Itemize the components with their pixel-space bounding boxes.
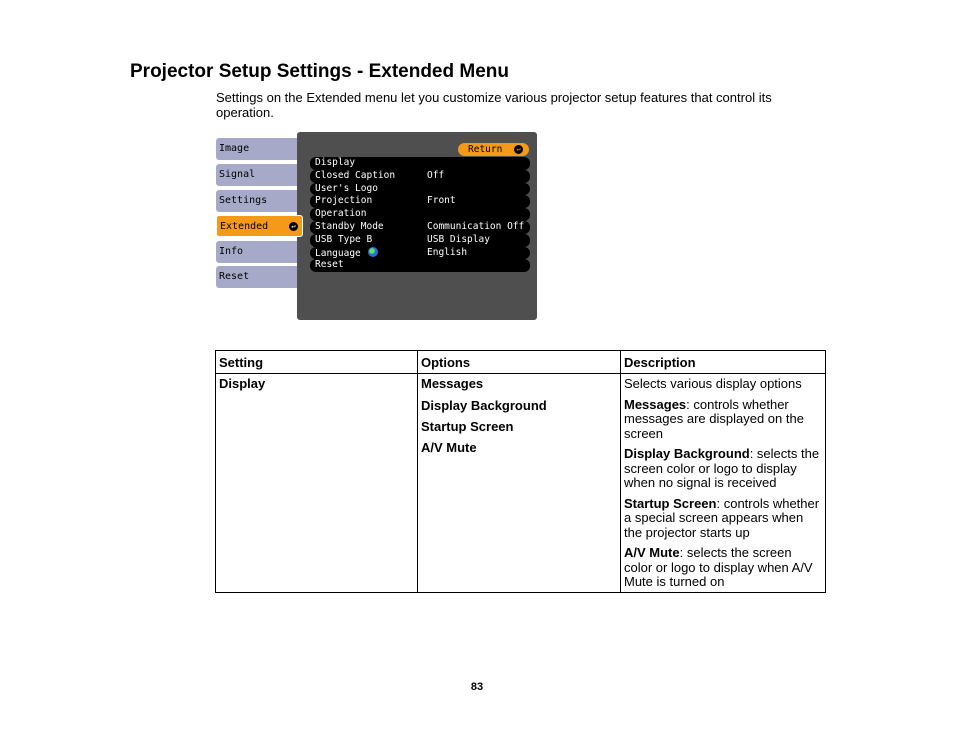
menu-item-value: Communication Off: [427, 220, 525, 232]
menu-item-value: English: [427, 246, 468, 258]
description-item: A/V Mute: selects the screen color or logo to display when A/V Mute is turned on: [624, 545, 813, 589]
menu-tab-info: Info: [216, 241, 300, 263]
globe-icon: [368, 247, 378, 257]
menu-tab-image: Image: [216, 138, 300, 160]
enter-icon: ↵: [289, 222, 298, 231]
option-item: A/V Mute: [421, 440, 477, 455]
setting-cell: [216, 374, 418, 593]
header-description: Description: [621, 351, 826, 374]
projector-menu-screenshot: [214, 130, 538, 322]
option-item: Messages: [421, 376, 484, 391]
option-item: Display Background: [421, 398, 547, 413]
menu-item: [310, 259, 530, 272]
menu-item: [310, 221, 530, 234]
description-item: Messages: controls whether messages are displayed on the screen: [624, 396, 804, 441]
description-intro: Selects various display options: [624, 376, 802, 391]
menu-tab-extended: Extended ↵: [216, 215, 303, 237]
table-header-row: [216, 351, 826, 374]
menu-item-name: Display: [315, 157, 356, 168]
return-label: Return: [468, 144, 503, 155]
menu-item: [310, 234, 530, 247]
menu-item-name: Standby Mode: [315, 220, 384, 232]
menu-item-value: Off: [427, 169, 445, 181]
menu-item: [310, 195, 530, 208]
enter-icon: ↵: [514, 145, 523, 154]
setting-name: Display: [219, 376, 266, 391]
table-row: [216, 374, 826, 593]
settings-table: [215, 350, 826, 593]
page-number: 83: [470, 681, 484, 693]
menu-item: [310, 247, 530, 260]
menu-item-name: USB Type B: [315, 233, 373, 245]
page-title: Projector Setup Settings - Extended Menu: [130, 61, 509, 82]
menu-item-value: USB Display: [427, 233, 490, 245]
menu-items: [310, 157, 530, 272]
description-item: Display Background: selects the screen color or logo to display when no signal is received: [624, 446, 820, 490]
menu-item-name: Projection: [315, 195, 373, 207]
intro-paragraph: Settings on the Extended menu let you customize various projector setup features that control its operation.: [216, 90, 772, 120]
header-setting: Setting: [216, 351, 418, 374]
header-options: Options: [418, 351, 621, 374]
menu-item-name: Language: [315, 247, 378, 261]
menu-item: [310, 183, 530, 196]
menu-tab-reset: Reset: [216, 266, 300, 288]
description-cell: [621, 374, 826, 593]
menu-item: [310, 170, 530, 183]
return-button: [458, 143, 529, 156]
menu-item-name: Closed Caption: [315, 169, 396, 181]
menu-panel: [297, 132, 537, 320]
menu-item: [310, 157, 530, 170]
options-cell: [418, 374, 621, 593]
option-item: Startup Screen: [421, 419, 514, 434]
menu-tab-settings: Settings: [216, 190, 300, 212]
menu-item: [310, 208, 530, 221]
description-item: Startup Screen: controls whether a special screen appears when the projector starts up: [624, 495, 820, 540]
menu-item-name: Operation: [315, 208, 367, 220]
menu-item-value: Front: [427, 195, 456, 207]
menu-item-name: Reset: [315, 259, 344, 271]
menu-item-name: User's Logo: [315, 182, 378, 194]
menu-tab-signal: Signal: [216, 164, 300, 186]
